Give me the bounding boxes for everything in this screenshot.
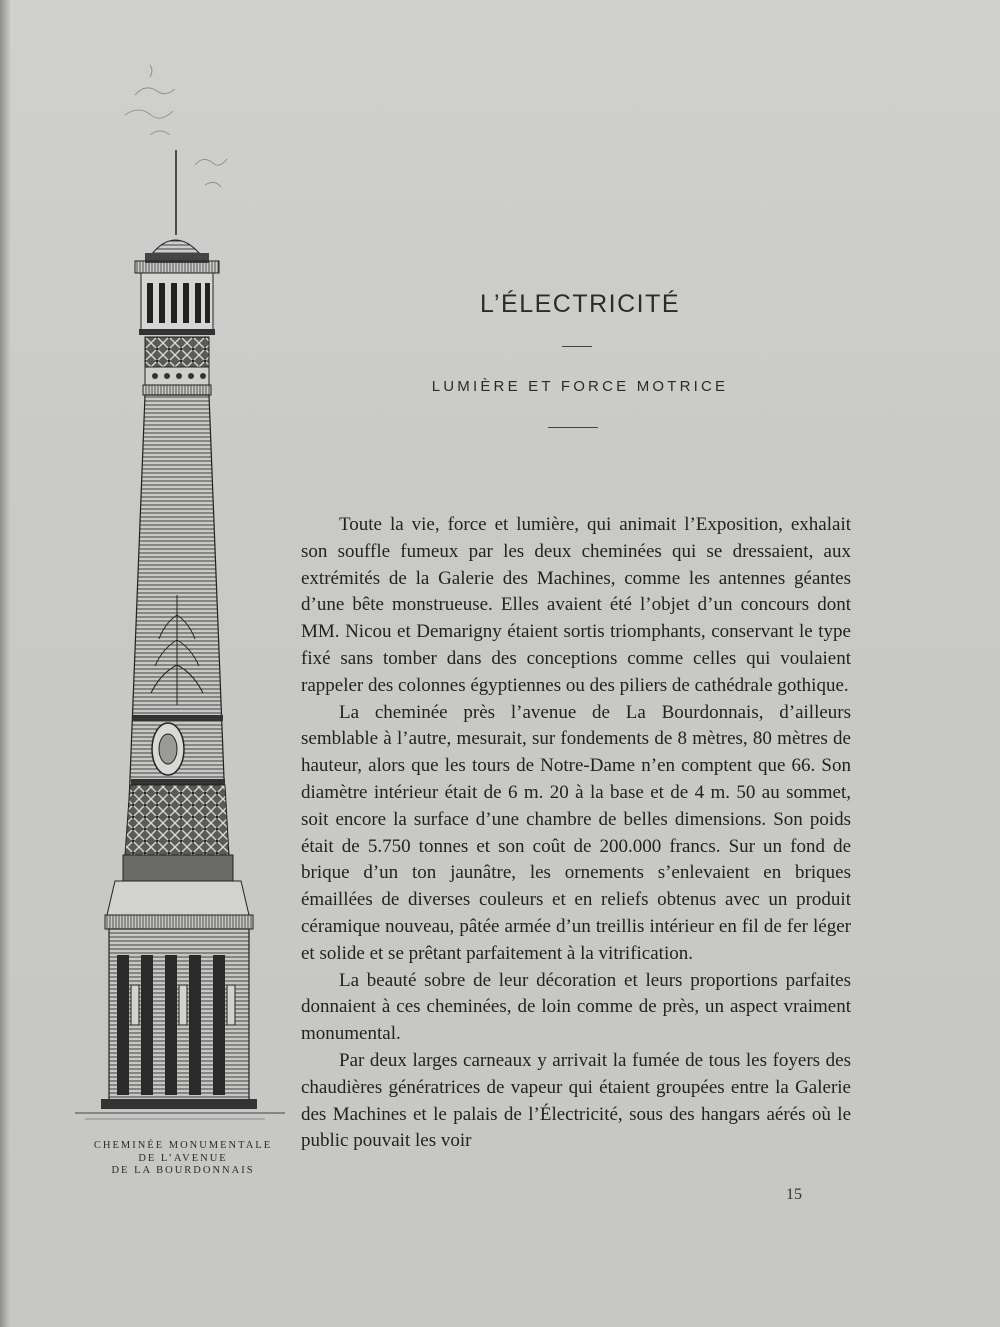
chimney-illustration xyxy=(55,55,295,1125)
chapter-subtitle: LUMIÈRE ET FORCE MOTRICE xyxy=(431,378,729,395)
body-text xyxy=(301,512,851,1155)
paragraph: Toute la vie, force et lumière, qui animait l’Exposition, exhalait son souffle fumeux par les deux cheminées qui se dressaient, aux extrémités de la Galerie des Machines, comme les antennes géantes d’une bête monstrueuse. Elles avaient été l’objet d’un concours dont MM. Nicou et Demarigny étaient sortis triomphants, conservant le type fixé sans tomber dans des conceptions comme celles qui voulaient rappeler des colonnes égyptiennes ou des piliers de cathédrale gothique. xyxy=(301,514,851,696)
caption-line-1: CHEMINÉE MONUMENTALE xyxy=(93,1140,273,1151)
illustration-caption xyxy=(88,1140,278,1178)
paragraph: Par deux larges carneaux y arrivait la fumée de tous les foyers des chaudières génératrices de vapeur qui étaient groupées entre la Galerie des Machines et le palais de l’Électricité, sous des hangars aérés où le public pouvait les voir xyxy=(301,1049,851,1152)
page-edge-shadow xyxy=(0,0,10,1327)
subtitle-rule xyxy=(548,427,598,428)
title-rule xyxy=(562,346,592,347)
paragraph: La beauté sobre de leur décoration et leurs proportions parfaites donnaient à ces cheminées, de loin comme de près, un aspect vraiment monumental. xyxy=(301,969,851,1045)
page-number: 15 xyxy=(786,1186,802,1203)
caption-line-2: DE L’AVENUE xyxy=(138,1152,228,1164)
caption-line-3: DE LA BOURDONNAIS xyxy=(111,1165,255,1176)
chapter-title: L’ÉLECTRICITÉ xyxy=(479,290,681,318)
paragraph: La cheminée près l’avenue de La Bourdonnais, d’ailleurs semblable à l’autre, mesurait, sur fondements de 8 mètres, 80 mètres de hauteur, alors que les tours de Notre-Dame n’en comptent que 66. Son diamètre intérieur était de 6 m. 20 à la base et de 4 m. 50 au sommet, soit encore la surface d’une chambre de belles dimensions. Son poids était de 5.750 tonnes et son coût de 200.000 francs. Sur un fond de brique d’un ton jaunâtre, les ornements s’enlevaient en briques émaillées de diverses couleurs et en reliefs obtenus avec un produit céramique nouveau, pâtée armée d’un treillis intérieur en fil de fer léger et solide et se prêtant parfaitement à la vitrification. xyxy=(301,701,851,964)
